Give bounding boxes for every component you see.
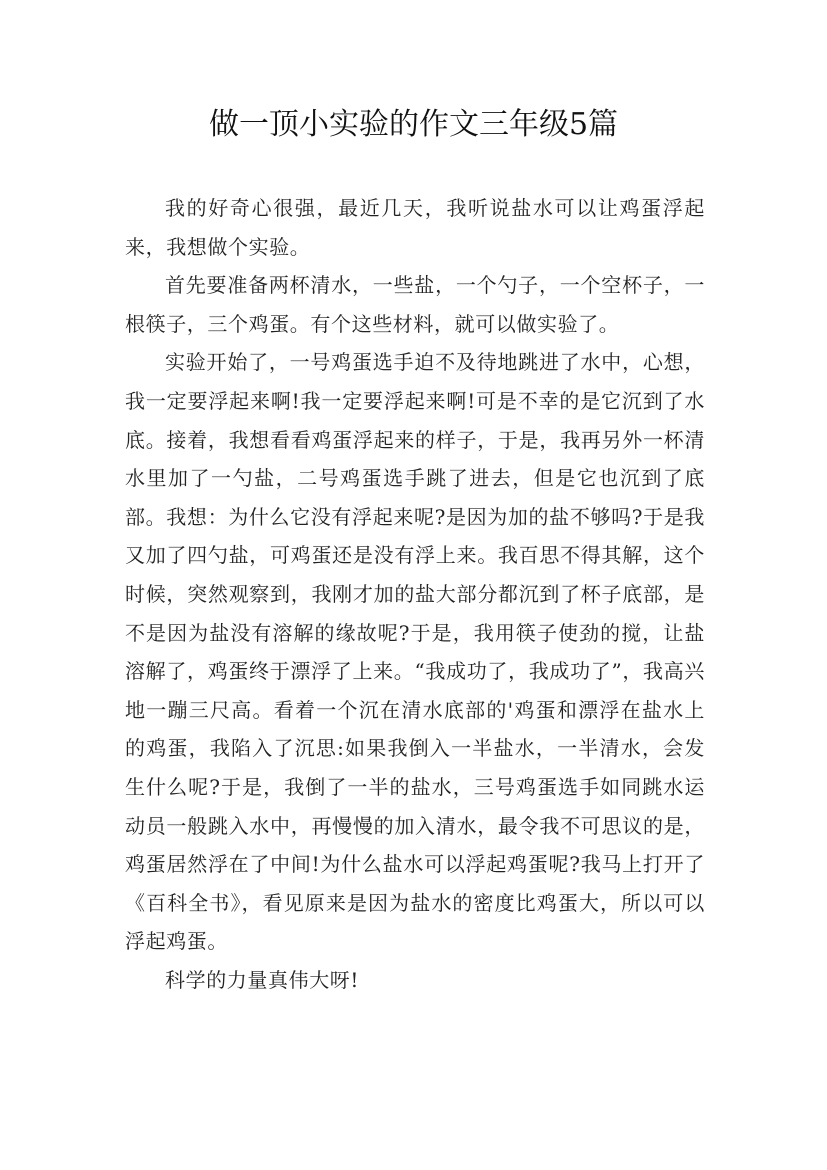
paragraph-3: 实验开始了，一号鸡蛋选手迫不及待地跳进了水中，心想，我一定要浮起来啊!我一定要浮起来啊!可是不幸的是它沉到了水底。接着，我想看看鸡蛋浮起来的样子，于是，我再另外一杯清水里加了一勺盐，二号鸡蛋选手跳了进去，但是它也沉到了底部。我想：为什么它没有浮起来呢?是因为加的盐不够吗?于是我又加了四勺盐，可鸡蛋还是没有浮上来。我百思不得其解，这个时候，突然观察到，我刚才加的盐大部分都沉到了杯子底部，是不是因为盐没有溶解的缘故呢?于是，我用筷子使劲的搅，让盐溶解了，鸡蛋终于漂浮了上来。“我成功了，我成功了”，我高兴地一蹦三尺高。看着一个沉在清水底部的'鸡蛋和漂浮在盐水上的鸡蛋，我陷入了沉思:如果我倒入一半盐水，一半清水，会发生什么呢?于是，我倒了一半的盐水，三号鸡蛋选手如同跳水运动员一般跳入水中，再慢慢的加入清水，最令我不可思议的是，鸡蛋居然浮在了中间!为什么盐水可以浮起鸡蛋呢?我马上打开了《百科全书》，看见原来是因为盐水的密度比鸡蛋大，所以可以浮起鸡蛋。 (125, 350, 705, 954)
document-title: 做一顶小实验的作文三年级5篇 (208, 107, 619, 142)
document-body (125, 189, 705, 999)
paragraph-1: 我的好奇心很强，最近几天，我听说盐水可以让鸡蛋浮起来，我想做个实验。 (125, 196, 705, 259)
paragraph-2: 首先要准备两杯清水，一些盐，一个勺子，一个空杯子，一根筷子，三个鸡蛋。有个这些材料，就可以做实验了。 (125, 273, 705, 336)
paragraph-4: 科学的力量真伟大呀! (165, 967, 360, 992)
